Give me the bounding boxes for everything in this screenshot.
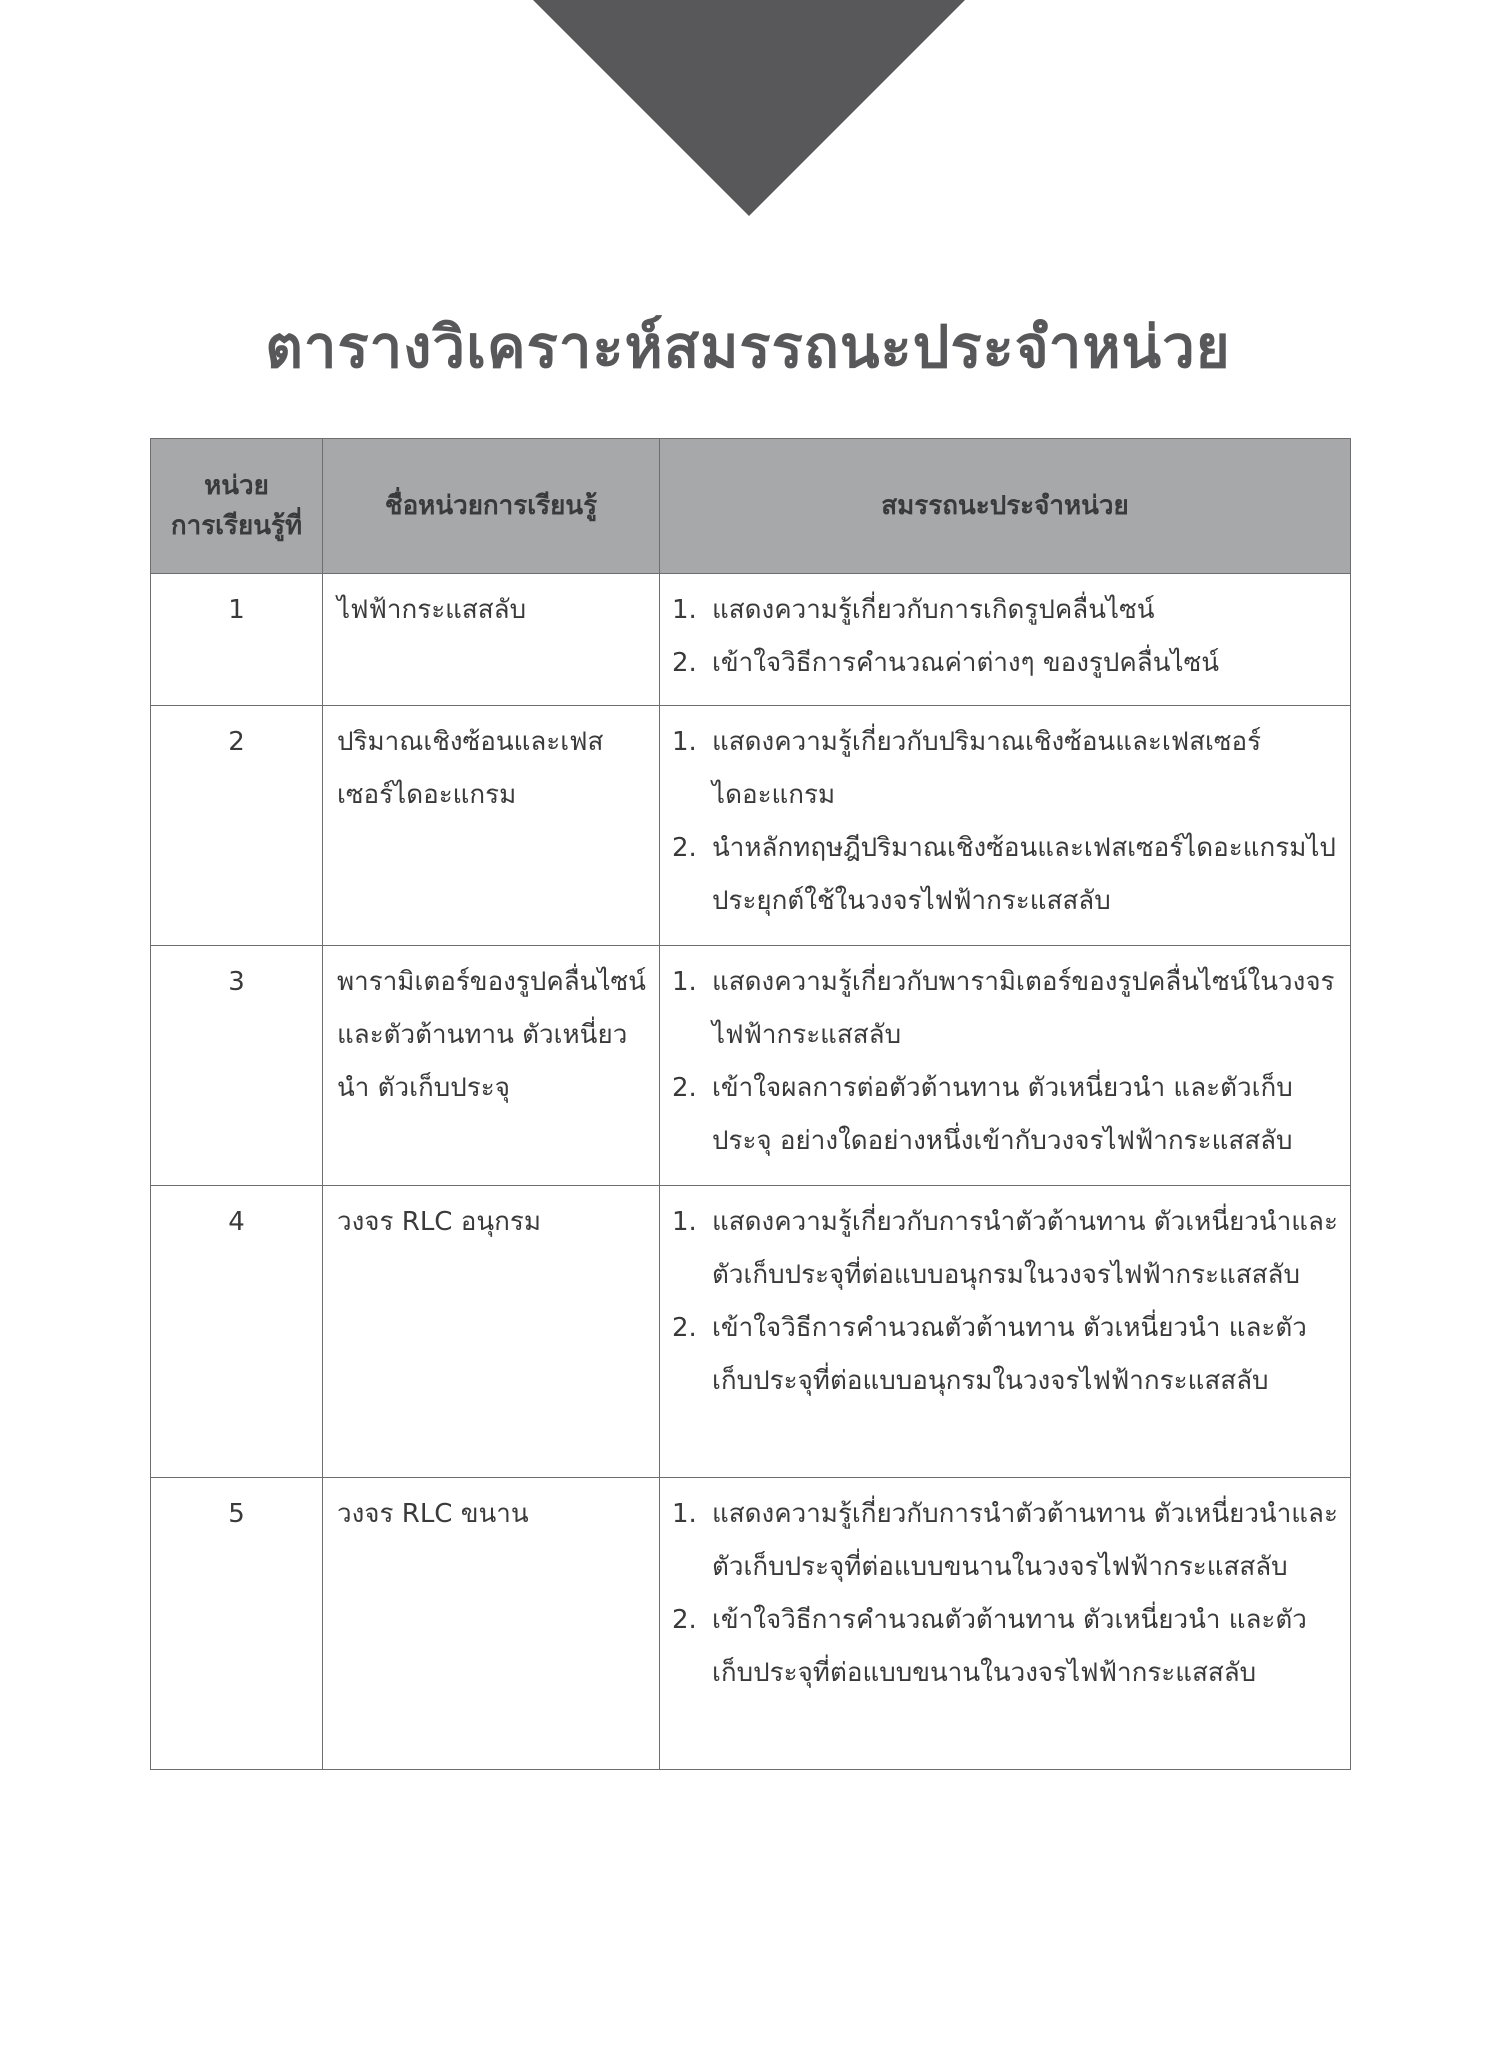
unit-competencies — [660, 706, 1351, 946]
page-title: ตารางวิเคราะห์สมรรถนะประจำหน่วย — [265, 313, 1231, 381]
competency-text: แสดงความรู้เกี่ยวกับพารามิเตอร์ของรูปคลื่นไซน์ในวงจรไฟฟ้ากระแสสลับ — [712, 967, 1335, 1050]
competency-item — [672, 1488, 1338, 1594]
unit-competencies — [660, 1186, 1351, 1478]
competency-number: 1. — [672, 595, 697, 625]
unit-competencies — [660, 1478, 1351, 1770]
unit-competencies — [660, 946, 1351, 1186]
competency-text: เข้าใจผลการต่อตัวต้านทาน ตัวเหนี่ยวนำ และตัวเก็บประจุ อย่างใดอย่างหนึ่งเข้ากับวงจรไฟฟ้ากระแสสลับ — [712, 1073, 1293, 1156]
competency-list — [672, 716, 1338, 928]
competency-table-container — [150, 438, 1350, 1770]
unit-number: 4 — [151, 1186, 323, 1478]
competency-number: 2. — [672, 1073, 697, 1103]
competency-text: แสดงความรู้เกี่ยวกับปริมาณเชิงซ้อนและเฟสเซอร์ไดอะแกรม — [712, 727, 1262, 810]
competency-number: 2. — [672, 833, 697, 863]
table-row — [151, 574, 1351, 706]
decorative-triangle — [533, 0, 965, 216]
unit-number: 3 — [151, 946, 323, 1186]
competency-number: 2. — [672, 1313, 697, 1343]
unit-name: ปริมาณเชิงซ้อนและเฟสเซอร์ไดอะแกรม — [323, 706, 660, 946]
competency-text: แสดงความรู้เกี่ยวกับการเกิดรูปคลื่นไซน์ — [712, 595, 1155, 625]
competency-item — [672, 956, 1338, 1062]
competency-item — [672, 716, 1338, 822]
competency-text: นำหลักทฤษฎีปริมาณเชิงซ้อนและเฟสเซอร์ไดอะแกรมไปประยุกต์ใช้ในวงจรไฟฟ้ากระแสสลับ — [712, 833, 1336, 916]
unit-name: วงจร RLC ขนาน — [323, 1478, 660, 1770]
table-row — [151, 1478, 1351, 1770]
unit-name: วงจร RLC อนุกรม — [323, 1186, 660, 1478]
competency-list — [672, 584, 1338, 690]
competency-number: 1. — [672, 727, 697, 757]
competency-item — [672, 637, 1338, 690]
unit-number: 5 — [151, 1478, 323, 1770]
competency-number: 1. — [672, 1207, 697, 1237]
header-competency: สมรรถนะประจำหน่วย — [660, 439, 1351, 574]
competency-number: 2. — [672, 1605, 697, 1635]
unit-name: ไฟฟ้ากระแสสลับ — [323, 574, 660, 706]
competency-item — [672, 1302, 1338, 1408]
unit-number: 1 — [151, 574, 323, 706]
competency-table — [150, 438, 1351, 1770]
competency-text: เข้าใจวิธีการคำนวณค่าต่างๆ ของรูปคลื่นไซน์ — [712, 648, 1219, 678]
unit-name: พารามิเตอร์ของรูปคลื่นไซน์และตัวต้านทาน ตัวเหนี่ยวนำ ตัวเก็บประจุ — [323, 946, 660, 1186]
competency-list — [672, 1488, 1338, 1700]
competency-text: เข้าใจวิธีการคำนวณตัวต้านทาน ตัวเหนี่ยวนำ และตัวเก็บประจุที่ต่อแบบอนุกรมในวงจรไฟฟ้ากระแสสลับ — [712, 1313, 1307, 1396]
unit-competencies — [660, 574, 1351, 706]
unit-number: 2 — [151, 706, 323, 946]
table-row — [151, 946, 1351, 1186]
competency-list — [672, 956, 1338, 1168]
competency-text: แสดงความรู้เกี่ยวกับการนำตัวต้านทาน ตัวเหนี่ยวนำและตัวเก็บประจุที่ต่อแบบขนานในวงจรไฟฟ้ากระแสสลับ — [712, 1499, 1338, 1582]
competency-text: เข้าใจวิธีการคำนวณตัวต้านทาน ตัวเหนี่ยวนำ และตัวเก็บประจุที่ต่อแบบขนานในวงจรไฟฟ้ากระแสสลับ — [712, 1605, 1307, 1688]
competency-item — [672, 1594, 1338, 1700]
header-unit-line1: หน่วย — [204, 470, 269, 501]
header-unit-line2: การเรียนรู้ที่ — [170, 511, 303, 541]
competency-item — [672, 822, 1338, 928]
table-row — [151, 706, 1351, 946]
header-unit-number — [151, 439, 323, 574]
competency-number: 2. — [672, 648, 697, 678]
competency-item — [672, 1196, 1338, 1302]
table-header-row — [151, 439, 1351, 574]
competency-number: 1. — [672, 967, 697, 997]
competency-list — [672, 1196, 1338, 1408]
competency-text: แสดงความรู้เกี่ยวกับการนำตัวต้านทาน ตัวเหนี่ยวนำและตัวเก็บประจุที่ต่อแบบอนุกรมในวงจรไฟฟ้ากระแสสลับ — [712, 1207, 1338, 1290]
competency-item — [672, 584, 1338, 637]
header-unit-name: ชื่อหน่วยการเรียนรู้ — [323, 439, 660, 574]
competency-item — [672, 1062, 1338, 1168]
table-row — [151, 1186, 1351, 1478]
competency-number: 1. — [672, 1499, 697, 1529]
